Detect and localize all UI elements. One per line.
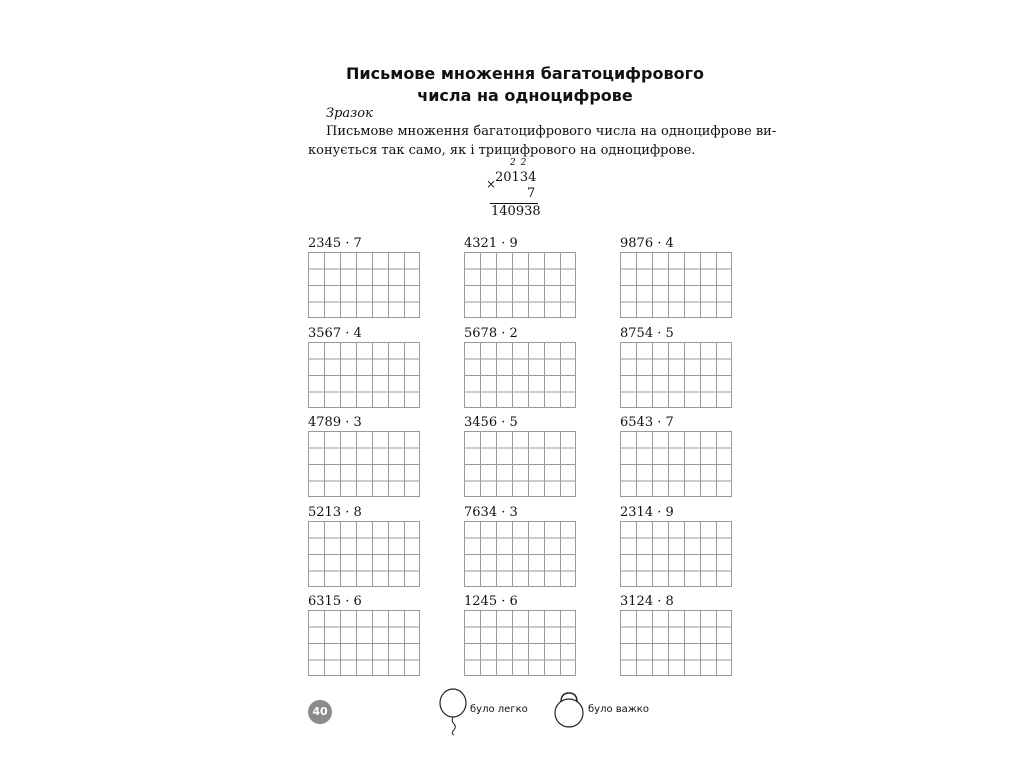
exercise-item — [464, 326, 579, 342]
exercise-label: 2314 · 9 — [620, 505, 674, 520]
exercise-item — [620, 505, 735, 521]
answer-grid[interactable] — [464, 431, 576, 497]
answer-grid[interactable] — [620, 431, 732, 497]
answer-grid[interactable] — [308, 431, 420, 497]
balloon-icon — [438, 688, 472, 736]
result: 140938 — [491, 204, 541, 219]
exercise-item — [308, 505, 423, 521]
exercise-label: 6543 · 7 — [620, 415, 674, 430]
exercise-item — [620, 326, 735, 342]
kettlebell-icon — [552, 690, 586, 730]
exercise-item — [620, 415, 735, 431]
multiplicand: 20134 — [495, 170, 537, 185]
sample-label: Зразок — [326, 106, 373, 121]
answer-grid[interactable] — [308, 342, 420, 408]
exercise-label: 7634 · 3 — [464, 505, 518, 520]
multiplier: 7 — [527, 186, 536, 201]
easy-label: було легко — [470, 704, 528, 715]
answer-grid[interactable] — [464, 342, 576, 408]
answer-grid[interactable] — [620, 252, 732, 318]
explanation-line1: Письмове множення багатоцифрового числа на одноцифрове ви- — [326, 124, 777, 139]
exercise-item — [308, 594, 423, 610]
exercise-label: 9876 · 4 — [620, 236, 674, 251]
exercise-item — [464, 594, 579, 610]
carry-digits: 2 2 — [510, 158, 528, 168]
exercise-item — [620, 236, 735, 252]
answer-grid[interactable] — [620, 342, 732, 408]
answer-grid[interactable] — [620, 521, 732, 587]
explanation-line2: конується так само, як і трицифрового на одноцифрове. — [308, 143, 696, 158]
exercise-label: 8754 · 5 — [620, 326, 674, 341]
exercise-item — [464, 505, 579, 521]
exercise-label: 1245 · 6 — [464, 594, 518, 609]
exercise-label: 6315 · 6 — [308, 594, 362, 609]
exercise-item — [464, 236, 579, 252]
answer-grid[interactable] — [464, 252, 576, 318]
answer-grid[interactable] — [620, 610, 732, 676]
exercise-label: 4789 · 3 — [308, 415, 362, 430]
exercise-item — [308, 415, 423, 431]
example-calculation — [484, 158, 544, 218]
exercise-label: 3456 · 5 — [464, 415, 518, 430]
exercise-label: 4321 · 9 — [464, 236, 518, 251]
answer-grid[interactable] — [308, 610, 420, 676]
exercise-label: 5678 · 2 — [464, 326, 518, 341]
answer-grid[interactable] — [308, 252, 420, 318]
exercise-item — [308, 326, 423, 342]
exercise-label: 3567 · 4 — [308, 326, 362, 341]
exercise-label: 2345 · 7 — [308, 236, 362, 251]
answer-grid[interactable] — [464, 521, 576, 587]
page-number: 40 — [308, 700, 332, 724]
page-title-line1: Письмове множення багатоцифрового — [346, 64, 704, 83]
answer-grid[interactable] — [308, 521, 420, 587]
exercise-label: 3124 · 8 — [620, 594, 674, 609]
answer-grid[interactable] — [464, 610, 576, 676]
page-title-line2: числа на одноцифрове — [417, 86, 633, 105]
multiply-sign: × — [486, 177, 497, 191]
exercise-label: 5213 · 8 — [308, 505, 362, 520]
exercise-item — [308, 236, 423, 252]
exercise-item — [620, 594, 735, 610]
hard-label: було важко — [588, 704, 649, 715]
exercise-item — [464, 415, 579, 431]
